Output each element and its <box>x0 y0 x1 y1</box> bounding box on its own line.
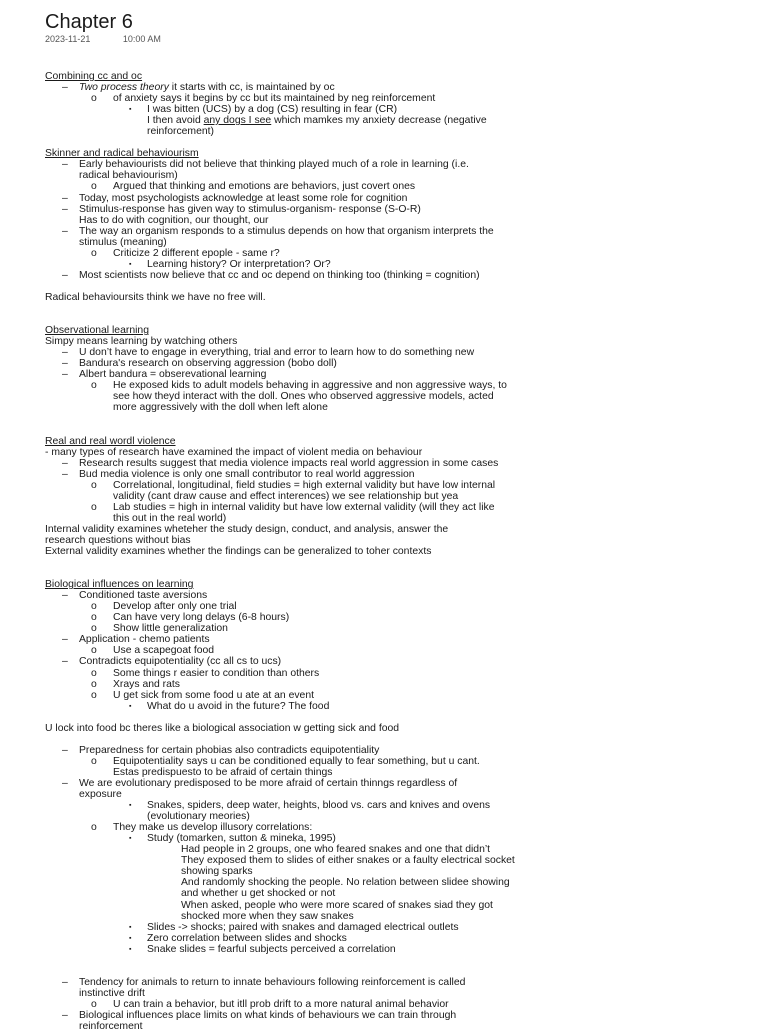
text-segment: Internal validity examines wheteher the study design, conduct, and analysis, answer the <box>45 523 449 535</box>
text-segment: Had people in 2 groups, one who feared snakes and one that didn’t <box>181 844 491 856</box>
bullet-item <box>0 866 768 877</box>
line-text <box>45 336 237 347</box>
text-segment: Argued that thinking and emotions are behaviors, just covert ones <box>113 181 416 193</box>
text-segment: What do u avoid in the future? The food <box>147 700 330 712</box>
line-text <box>147 115 487 126</box>
line-text <box>113 480 495 491</box>
text-segment: Equipotentiality says u can be conditioned equally to fear something, but u cant. <box>113 755 480 767</box>
bullet-item <box>0 193 768 204</box>
line-text <box>113 502 494 513</box>
bullet-item <box>0 668 768 679</box>
square-bullet-icon: ▪ <box>129 260 132 268</box>
line-text <box>113 822 312 833</box>
blank-line <box>0 425 768 436</box>
bullet-item <box>0 226 768 237</box>
bullet-item <box>0 170 768 181</box>
text-segment: reinforcement) <box>147 126 214 138</box>
line-text <box>45 723 399 734</box>
line-text <box>113 690 314 701</box>
bullet-item <box>0 800 768 811</box>
text-segment: Some things r easier to condition than others <box>113 667 320 679</box>
note-line <box>0 336 768 347</box>
blank-line <box>0 303 768 314</box>
dash-bullet-icon: – <box>62 82 68 94</box>
text-segment: U don’t have to engage in everything, trial and error to learn how to do something new <box>79 347 475 359</box>
text-segment: Correlational, longitudinal, field studies = high external validity but have low internal <box>113 479 496 491</box>
line-text <box>45 546 431 557</box>
bullet-item <box>0 469 768 480</box>
text-segment: Simpy means learning by watching others <box>45 336 238 348</box>
bullet-item <box>0 756 768 767</box>
circle-bullet-icon: o <box>91 623 97 635</box>
line-text <box>113 999 449 1010</box>
line-text <box>45 292 266 303</box>
text-segment: I was bitten (UCS) by a dog (CS) resulting in fear (CR) <box>147 104 398 116</box>
bullet-item <box>0 358 768 369</box>
line-text <box>79 215 268 226</box>
bullet-item <box>0 922 768 933</box>
note-body <box>0 71 768 1032</box>
bullet-item <box>0 458 768 469</box>
line-text <box>181 855 515 866</box>
text-segment: Tendency for animals to return to innate behaviours following reinforcement is called <box>79 976 466 988</box>
bullet-item <box>0 844 768 855</box>
blank-line <box>0 712 768 723</box>
bullet-item <box>0 656 768 667</box>
line-text <box>79 204 421 215</box>
blank-line <box>0 966 768 977</box>
dash-bullet-icon: – <box>62 590 68 602</box>
text-segment: Contradicts equipotentiality (cc all cs to ucs) <box>79 656 282 668</box>
bullet-item <box>0 888 768 899</box>
text-segment: Slides -> shocks; paired with snakes and damaged electrical outlets <box>147 921 459 933</box>
dash-bullet-icon: – <box>62 1009 68 1021</box>
bullet-item <box>0 181 768 192</box>
dash-bullet-icon: – <box>62 159 68 171</box>
line-text <box>113 491 458 502</box>
note-line <box>0 579 768 590</box>
line-text <box>79 358 337 369</box>
line-text <box>79 159 469 170</box>
text-segment: see how theyd interact with the doll. Ones who observed aggressive models, acted <box>113 391 494 403</box>
line-text <box>113 767 333 778</box>
line-text <box>79 270 480 281</box>
line-text <box>147 933 347 944</box>
line-text <box>79 458 498 469</box>
note-line <box>0 292 768 303</box>
line-text <box>147 104 397 115</box>
text-segment: reinforcement <box>79 1021 143 1032</box>
text-segment: Learning history? Or interpretation? Or? <box>147 258 331 270</box>
text-segment: Study (tomarken, sutton & mineka, 1995) <box>147 833 336 845</box>
line-text <box>147 833 336 844</box>
bullet-item <box>0 590 768 601</box>
bullet-item <box>0 270 768 281</box>
line-text <box>181 877 510 888</box>
square-bullet-icon: ▪ <box>129 945 132 953</box>
text-segment: Radical behavioursits think we have no free will. <box>45 291 266 303</box>
text-segment: Albert bandura = obserevational learning <box>79 369 267 381</box>
line-text <box>79 347 474 358</box>
page-meta <box>45 34 161 44</box>
line-text <box>113 679 180 690</box>
dash-bullet-icon: – <box>62 634 68 646</box>
square-bullet-icon: ▪ <box>129 106 132 114</box>
line-text <box>113 93 435 104</box>
text-segment: Snakes, spiders, deep water, heights, blood vs. cars and knives and ovens <box>147 800 491 812</box>
dash-bullet-icon: – <box>62 656 68 668</box>
line-text <box>79 469 415 480</box>
note-line <box>0 447 768 458</box>
text-segment: radical behaviourism) <box>79 170 178 182</box>
circle-bullet-icon: o <box>91 998 97 1010</box>
text-segment: Biological influences place limits on what kinds of behaviours we can train through <box>79 1009 457 1021</box>
line-text <box>45 71 142 82</box>
underlined-text: Biological influences on learning <box>45 579 194 591</box>
text-segment: Most scientists now believe that cc and oc depend on thinking too (thinking = cognition) <box>79 269 480 281</box>
blank-line <box>0 557 768 568</box>
line-text <box>147 922 459 933</box>
line-text <box>79 170 178 181</box>
bullet-item <box>0 104 768 115</box>
note-line <box>0 546 768 557</box>
underlined-text: Skinner and radical behaviourism <box>45 148 199 160</box>
text-segment: stimulus (meaning) <box>79 236 167 248</box>
dash-bullet-icon: – <box>62 203 68 215</box>
bullet-item <box>0 690 768 701</box>
line-text <box>113 248 280 259</box>
underlined-text: Combining cc and oc <box>45 71 143 82</box>
square-bullet-icon: ▪ <box>129 835 132 843</box>
line-text <box>45 579 193 590</box>
bullet-item <box>0 623 768 634</box>
text-segment: He exposed kids to adult models behaving in aggressive and non aggressive ways, to <box>113 380 507 392</box>
dash-bullet-icon: – <box>62 778 68 789</box>
text-segment: Can have very long delays (6-8 hours) <box>113 612 290 624</box>
line-text <box>79 1010 456 1021</box>
square-bullet-icon: ▪ <box>129 702 132 710</box>
bullet-item <box>0 645 768 656</box>
bullet-item <box>0 204 768 215</box>
line-text <box>113 756 480 767</box>
underlined-text: Observational learning <box>45 325 149 337</box>
bullet-item <box>0 767 768 778</box>
note-line <box>0 524 768 535</box>
bullet-item <box>0 911 768 922</box>
circle-bullet-icon: o <box>91 380 97 392</box>
line-text <box>79 82 335 93</box>
line-text <box>113 668 319 679</box>
text-segment: Show little generalization <box>113 623 228 635</box>
bullet-item <box>0 833 768 844</box>
text-segment: of anxiety says it begins by cc but its maintained by neg reinforcement <box>113 93 436 105</box>
circle-bullet-icon: o <box>91 678 97 690</box>
line-text <box>147 259 331 270</box>
text-segment: this out in the real world) <box>113 512 227 524</box>
text-segment: Xrays and rats <box>113 678 180 690</box>
circle-bullet-icon: o <box>91 479 97 491</box>
text-segment: Lab studies = high in internal validity but have low external validity (will they act like <box>113 501 495 513</box>
bullet-item <box>0 877 768 888</box>
text-segment: The way an organism responds to a stimulus depends on how that organism interprets the <box>79 225 494 237</box>
bullet-item <box>0 634 768 645</box>
bullet-item <box>0 259 768 270</box>
line-text <box>181 888 335 899</box>
line-text <box>45 436 176 447</box>
text-segment: exposure <box>79 789 122 801</box>
bullet-item <box>0 778 768 789</box>
text-segment: Early behaviourists did not believe that thinking played much of a role in learning (i.e. <box>79 159 469 171</box>
underlined-text: any dogs I see <box>203 115 272 127</box>
bullet-item <box>0 900 768 911</box>
line-text <box>79 193 407 204</box>
bullet-item <box>0 491 768 502</box>
line-text <box>113 513 226 524</box>
bullet-item <box>0 93 768 104</box>
dash-bullet-icon: – <box>62 269 68 281</box>
dash-bullet-icon: – <box>62 369 68 381</box>
blank-line <box>0 137 768 148</box>
bullet-item <box>0 513 768 524</box>
text-segment: Estas predispuesto to be afraid of certain things <box>113 766 333 778</box>
text-segment: Stimulus-response has given way to stimulus-organism- response (S-O-R) <box>79 203 421 215</box>
circle-bullet-icon: o <box>91 689 97 701</box>
line-text <box>79 745 379 756</box>
square-bullet-icon: ▪ <box>129 923 132 931</box>
line-text <box>147 800 490 811</box>
text-segment: They make us develop illusory correlations: <box>113 822 313 834</box>
line-text <box>45 325 149 336</box>
line-text <box>113 601 237 612</box>
text-segment: research questions without bias <box>45 534 191 546</box>
bullet-item <box>0 977 768 988</box>
bullet-item <box>0 601 768 612</box>
bullet-item <box>0 480 768 491</box>
line-text <box>113 612 289 623</box>
text-segment: U can train a behavior, but itll prob drift to a more natural animal behavior <box>113 998 449 1010</box>
bullet-item <box>0 701 768 712</box>
line-text <box>147 944 396 955</box>
bullet-item <box>0 679 768 690</box>
text-segment: validity (cant draw cause and effect interences) we see relationship but yea <box>113 490 459 502</box>
text-segment: They exposed them to slides of either snakes or a faulty electrical socket <box>181 855 515 867</box>
circle-bullet-icon: o <box>91 247 97 259</box>
line-text <box>147 126 214 137</box>
blank-line <box>0 955 768 966</box>
dash-bullet-icon: – <box>62 347 68 359</box>
circle-bullet-icon: o <box>91 601 97 613</box>
circle-bullet-icon: o <box>91 501 97 513</box>
text-segment: And randomly shocking the people. No relation between slidee showing <box>181 877 510 889</box>
dash-bullet-icon: – <box>62 457 68 469</box>
line-text <box>45 524 448 535</box>
bullet-item <box>0 789 768 800</box>
note-line <box>0 71 768 82</box>
bullet-item <box>0 811 768 822</box>
text-segment: Bandura's research on observing aggression (bobo doll) <box>79 358 337 370</box>
bullet-item <box>0 126 768 137</box>
line-text <box>79 1021 143 1032</box>
square-bullet-icon: ▪ <box>129 802 132 810</box>
bullet-item <box>0 1021 768 1032</box>
italic-text: Two process theory <box>79 82 169 94</box>
bullet-item <box>0 380 768 391</box>
bullet-item <box>0 115 768 126</box>
line-text <box>79 988 145 999</box>
text-segment: Research results suggest that media violence impacts real world aggression in some cases <box>79 457 499 469</box>
text-segment: Conditioned taste aversions <box>79 590 208 602</box>
line-text <box>113 380 507 391</box>
note-line <box>0 325 768 336</box>
blank-line <box>0 314 768 325</box>
bullet-item <box>0 402 768 413</box>
blank-line <box>0 281 768 292</box>
line-text <box>113 623 228 634</box>
page-title: Chapter 6 <box>45 11 133 33</box>
text-segment: Criticize 2 different epople - same r? <box>113 247 280 259</box>
bullet-item <box>0 855 768 866</box>
dash-bullet-icon: – <box>62 744 68 756</box>
line-text <box>79 237 167 248</box>
line-text <box>147 811 250 822</box>
bullet-item <box>0 248 768 259</box>
line-text <box>113 181 415 192</box>
underlined-text: Real and real wordl violence <box>45 435 176 447</box>
text-segment: Snake slides = fearful subjects perceived a correlation <box>147 943 396 955</box>
bullet-item <box>0 502 768 513</box>
line-text <box>113 402 328 413</box>
line-text <box>79 634 210 645</box>
text-segment: shocked more when they saw snakes <box>181 910 354 922</box>
bullet-item <box>0 999 768 1010</box>
line-text <box>79 778 457 789</box>
text-segment: it starts with cc, is maintained by oc <box>168 82 335 94</box>
text-segment: U get sick from some food u ate at an event <box>113 689 314 701</box>
dash-bullet-icon: – <box>62 976 68 988</box>
circle-bullet-icon: o <box>91 667 97 679</box>
bullet-item <box>0 822 768 833</box>
line-text <box>79 226 494 237</box>
bullet-item <box>0 944 768 955</box>
line-text <box>113 645 214 656</box>
text-segment: and whether u get shocked or not <box>181 888 336 900</box>
bullet-item <box>0 237 768 248</box>
dash-bullet-icon: – <box>62 192 68 204</box>
bullet-item <box>0 1010 768 1021</box>
dash-bullet-icon: – <box>62 468 68 480</box>
circle-bullet-icon: o <box>91 755 97 767</box>
text-segment: Preparedness for certain phobias also contradicts equipotentiality <box>79 744 380 756</box>
bullet-item <box>0 82 768 93</box>
bullet-item <box>0 745 768 756</box>
text-segment: We are evolutionary predisposed to be more afraid of certain thinngs regardless of <box>79 778 458 789</box>
square-bullet-icon: ▪ <box>129 934 132 942</box>
note-line <box>0 723 768 734</box>
text-segment: Use a scapegoat food <box>113 645 215 657</box>
text-segment: Develop after only one trial <box>113 601 237 613</box>
text-segment: Today, most psychologists acknowledge at least some role for cognition <box>79 192 408 204</box>
text-segment: more aggressively with the doll when left alone <box>113 402 328 414</box>
text-segment: showing sparks <box>181 866 253 878</box>
page-date: 2023-11-21 <box>45 34 91 44</box>
circle-bullet-icon: o <box>91 645 97 657</box>
line-text <box>181 866 253 877</box>
text-segment: I then avoid <box>147 115 204 127</box>
blank-line <box>0 413 768 424</box>
line-text <box>45 148 199 159</box>
text-segment: Has to do with cognition, our thought, our <box>79 214 269 226</box>
bullet-item <box>0 988 768 999</box>
text-segment: (evolutionary meories) <box>147 811 250 823</box>
line-text <box>79 977 465 988</box>
text-segment: which mamkes my anxiety decrease (negative <box>271 115 487 127</box>
circle-bullet-icon: o <box>91 612 97 624</box>
line-text <box>79 789 122 800</box>
line-text <box>181 844 490 855</box>
line-text <box>45 447 422 458</box>
bullet-item <box>0 347 768 358</box>
line-text <box>181 911 354 922</box>
bullet-item <box>0 933 768 944</box>
text-segment: Application - chemo patients <box>79 634 210 646</box>
blank-line <box>0 734 768 745</box>
line-text <box>79 369 266 380</box>
page-time: 10:00 AM <box>122 34 161 44</box>
line-text <box>147 701 329 712</box>
text-segment: External validity examines whether the findings can be generalized to toher contexts <box>45 546 432 558</box>
line-text <box>79 656 281 667</box>
text-segment: Bud media violence is only one small contributor to real world aggression <box>79 468 415 480</box>
note-line <box>0 535 768 546</box>
dash-bullet-icon: – <box>62 225 68 237</box>
bullet-item <box>0 369 768 380</box>
blank-line <box>0 568 768 579</box>
bullet-item <box>0 391 768 402</box>
dash-bullet-icon: – <box>62 358 68 370</box>
bullet-item <box>0 612 768 623</box>
line-text <box>45 535 191 546</box>
text-segment: When asked, people who were more scared of snakes siad they got <box>181 899 493 911</box>
bullet-item <box>0 159 768 170</box>
note-line <box>0 148 768 159</box>
circle-bullet-icon: o <box>91 93 97 105</box>
circle-bullet-icon: o <box>91 181 97 193</box>
line-text <box>79 590 207 601</box>
bullet-item <box>0 215 768 226</box>
text-segment: Zero correlation between slides and shocks <box>147 932 347 944</box>
text-segment: U lock into food bc theres like a biological association w getting sick and food <box>45 722 400 734</box>
text-segment: instinctive drift <box>79 987 145 999</box>
text-segment: - many types of research have examined the impact of violent media on behaviour <box>45 446 423 458</box>
line-text <box>113 391 494 402</box>
circle-bullet-icon: o <box>91 822 97 834</box>
line-text <box>181 900 493 911</box>
note-line <box>0 436 768 447</box>
